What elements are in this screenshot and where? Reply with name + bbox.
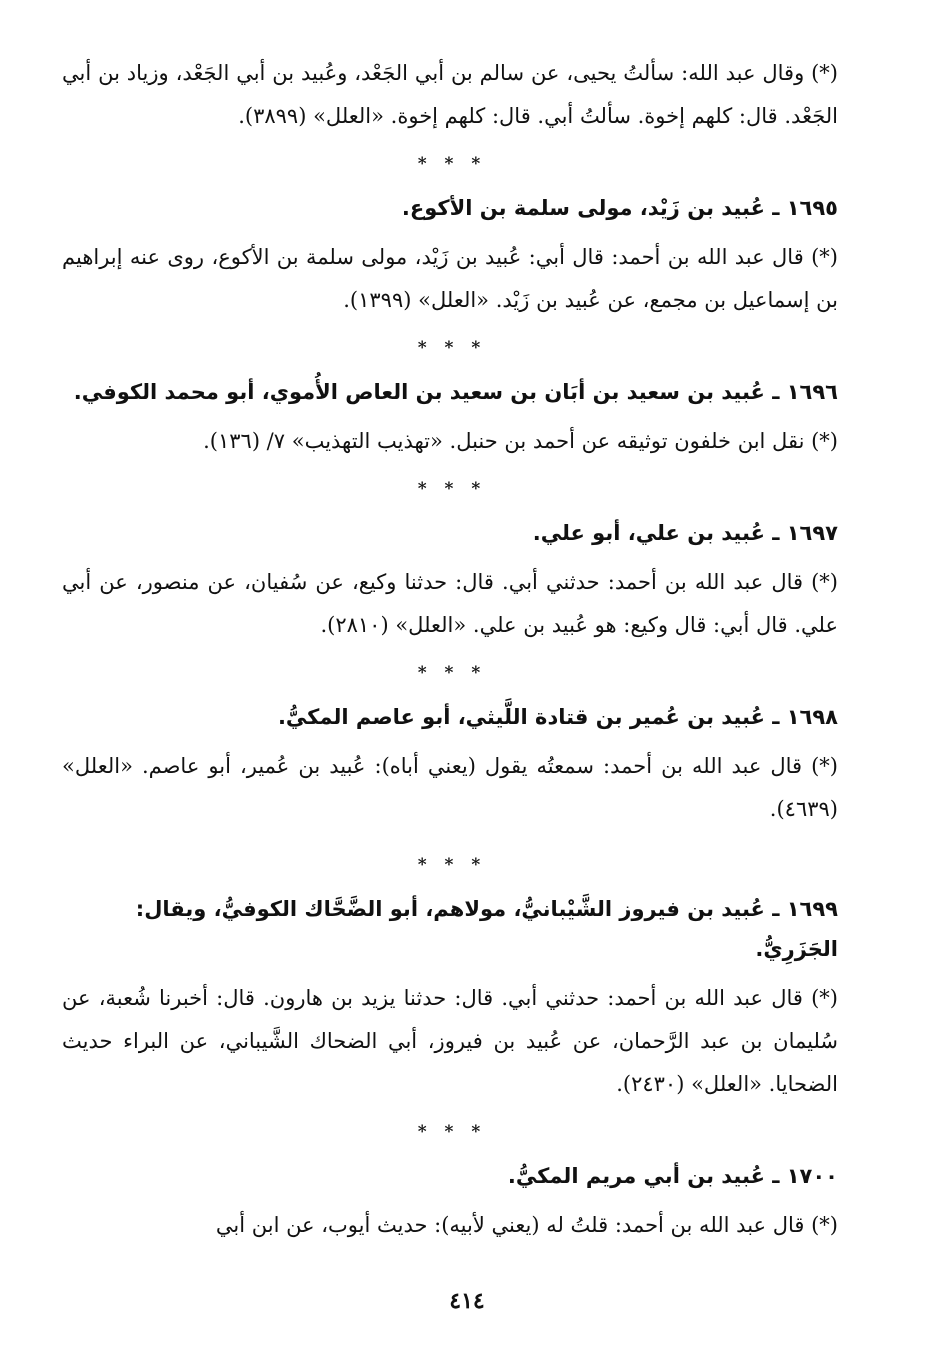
section-separator: * * * (417, 479, 487, 499)
section-separator: * * * (417, 338, 487, 358)
entry-title-1697: ١٦٩٧ ـ عُبيد بن علي، أبو علي. (532, 521, 838, 545)
entry-body-1699: (*) قال عبد الله بن أحمد: حدثني أبي. قال: حدثنا يزيد بن هارون. قال: أخبرنا شُعبة، عن سُليمان بن عبد الرَّحمان، عن عُبيد بن فيروز، أبي الضحاك الشَّيباني، عن البراء حديث الضحايا. «العلل» (٢٤٣٠). (62, 986, 838, 1096)
entry-title-1699: ١٦٩٩ ـ عُبيد بن فيروز الشَّيْبانيُّ، مولاهم، أبو الضَّحَّاك الكوفيُّ، ويقال: الجَزَرِيُّ. (135, 897, 838, 961)
intro-paragraph: (*) وقال عبد الله: سألتُ يحيى، عن سالم بن أبي الجَعْد، وعُبيد بن أبي الجَعْد، وزياد بن أبي الجَعْد. قال: كلهم إخوة. سألتُ أبي. قال: كلهم إخوة. «العلل» (٣٨٩٩). (62, 61, 838, 128)
entry-title-1696: ١٦٩٦ ـ عُبيد بن سعيد بن أبَان بن سعيد بن العاص الأُموي، أبو محمد الكوفي. (73, 380, 838, 404)
section-separator: * * * (417, 663, 487, 683)
entry-title-1695: ١٦٩٥ ـ عُبيد بن زَيْد، مولى سلمة بن الأكوع. (401, 196, 838, 220)
section-separator: * * * (417, 154, 487, 174)
entry-body-1698: (*) قال عبد الله بن أحمد: سمعتُه يقول (يعني أباه): عُبيد بن عُمير، أبو عاصم. «العلل» (٤٦٣٩). (62, 754, 838, 821)
entry-body-1700: (*) قال عبد الله بن أحمد: قلتُ له (يعني لأبيه): حديث أيوب، عن ابن أبي (215, 1213, 838, 1237)
entry-title-1698: ١٦٩٨ ـ عُبيد بن عُمير بن قتادة اللَّيثي، أبو عاصم المكيُّ. (277, 705, 838, 729)
section-separator: * * * (417, 855, 487, 875)
entry-body-1695: (*) قال عبد الله بن أحمد: قال أبي: عُبيد بن زَيْد، مولى سلمة بن الأكوع، روى عنه إبراهيم بن إسماعيل بن مجمع، عن عُبيد بن زَيْد. «العلل» (١٣٩٩). (62, 245, 838, 312)
section-separator: * * * (417, 1122, 487, 1142)
entry-title-1700: ١٧٠٠ ـ عُبيد بن أبي مريم المكيُّ. (507, 1164, 838, 1188)
entry-body-1696: (*) نقل ابن خلفون توثيقه عن أحمد بن حنبل. «تهذيب التهذيب» ٧/ (١٣٦). (203, 429, 838, 453)
entry-body-1697: (*) قال عبد الله بن أحمد: حدثني أبي. قال: حدثنا وكيع، عن سُفيان، عن منصور، عن أبي علي. قال أبي: قال وكيع: هو عُبيد بن علي. «العلل» (٢٨١٠). (62, 570, 838, 637)
page-number: ٤١٤ (449, 1288, 485, 1314)
